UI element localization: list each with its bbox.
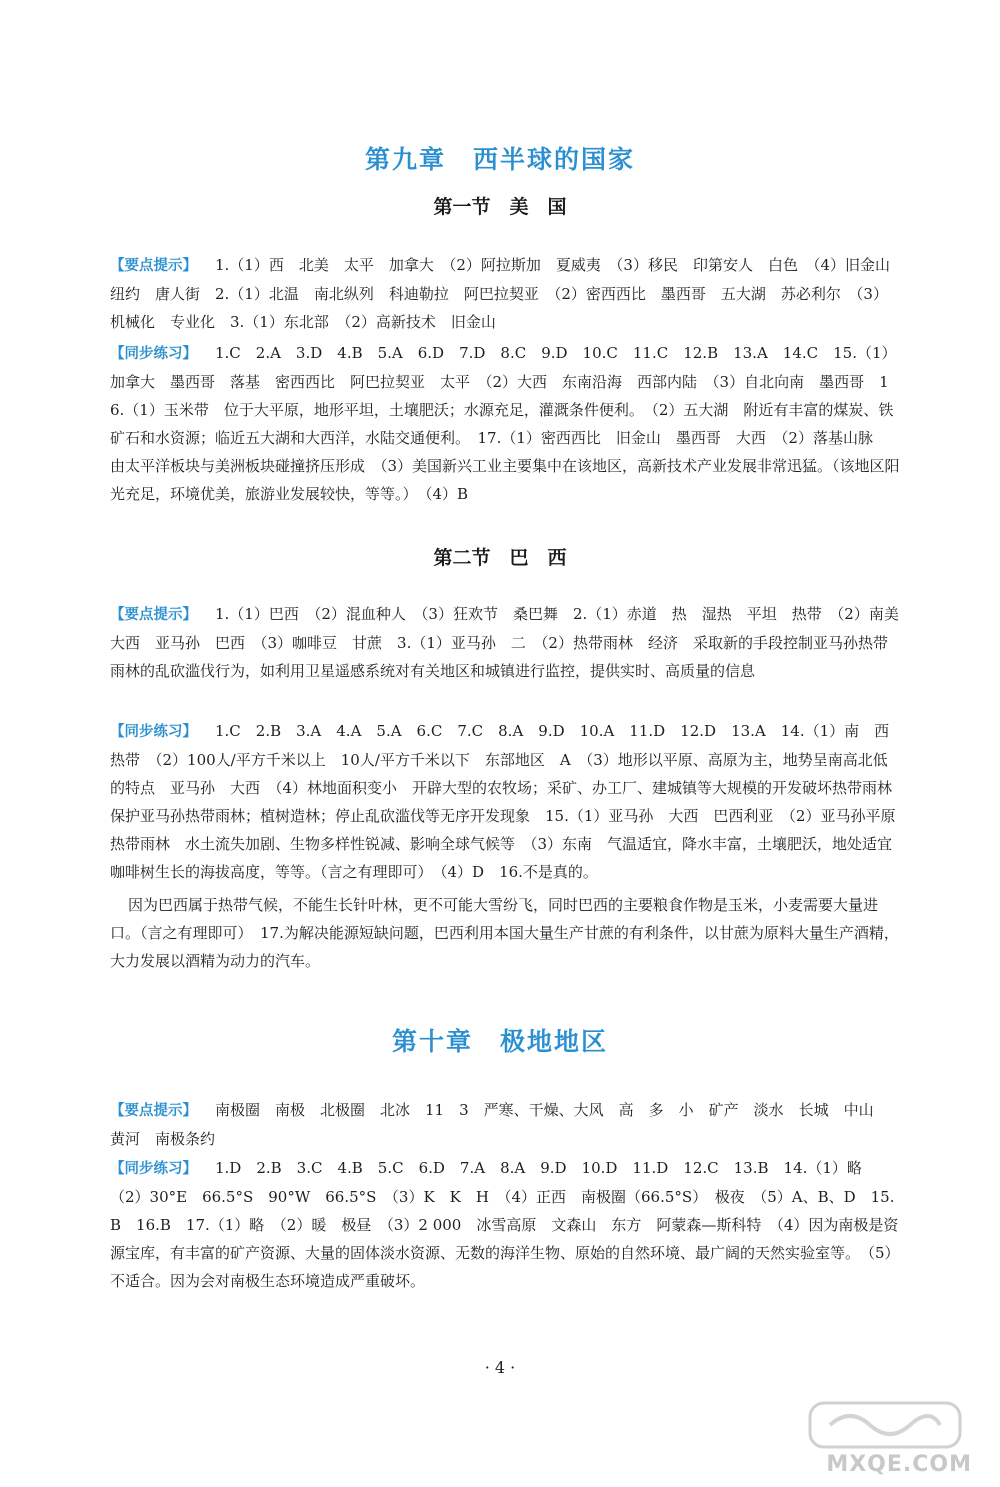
section-2-points bbox=[110, 600, 914, 685]
section-1-title: 第一节 美 国 bbox=[433, 196, 567, 218]
chapter-10-title: 第十章 极地地区 bbox=[391, 1027, 608, 1056]
page-number: · 4 · bbox=[484, 1358, 516, 1377]
watermark-logo bbox=[790, 1397, 980, 1477]
points-tag: 【要点提示】 bbox=[110, 258, 197, 274]
practice-tag: 【同步练习】 bbox=[110, 346, 197, 362]
points-text: 1.（1）西 北美 太平 加拿大 （2）阿拉斯加 夏威夷 （3）移民 印第安人 白色 （4）旧金山 纽约 唐人街 2.（1）北温 南北纵列 科迪勒拉 阿巴拉契亚 （2）密西西比 墨西哥 五大湖 苏必利尔 （3）机械化 专业化 3.（1）东北部 （2）高新技术 旧金山 bbox=[110, 256, 906, 331]
points-text: 南极圈 南极 北极圈 北冰 11 3 严寒、干燥、大风 高 多 小 矿产 淡水 长城 中山 黄河 南极条约 bbox=[110, 1101, 889, 1148]
chapter-10-practice bbox=[110, 1154, 900, 1295]
chapter-9-title: 第九章 西半球的国家 bbox=[364, 145, 635, 174]
points-text: 1.（1）巴西 （2）混血种人 （3）狂欢节 桑巴舞 2.（1）赤道 热 湿热 平坦 热带 （2）南美 大西 亚马孙 巴西 （3）咖啡豆 甘蔗 3.（1）亚马孙 二 （2）热带雨林 经济 采取新的手段控制亚马孙热带雨林的乱砍滥伐行为，如利用卫星遥感系统对有关地区和城镇进行监控，提供实时、高质量的信息 bbox=[110, 605, 914, 680]
practice-text: 1.C 2.B 3.A 4.A 5.A 6.C 7.C 8.A 9.D 10.A 11.D 12.D 13.A 14.（1）南 西 热带 （2）100人/平方千米以上 10人/平方千米以下 东部地区 A （3）地形以平原、高原为主，地势呈南高北低的特点 亚马孙 大西 （4）林地面积变小 开辟大型的农牧场；采矿、办工厂、建城镇等大规模的开发破坏热带雨林 保护亚马孙热带雨林；植树造林；停止乱砍滥伐等无序开发现象 15.（1）亚马孙 大西 巴西利亚 （2）亚马孙平原 热带雨林 水土流失加剧、生物多样性锐减、影响全球气候等 （3）东南 气温适宜，降水丰富，土壤肥沃，地处适宜咖啡树生长的海拔高度，等等。（言之有理即可） （4）D 16.不是真的。 bbox=[110, 722, 911, 881]
practice-text: 1.C 2.A 3.D 4.B 5.A 6.D 7.D 8.C 9.D 10.C 11.C 12.B 13.A 14.C 15.（1）加拿大 墨西哥 落基 密西西比 阿巴拉契亚 太平 （2）大西 东南沿海 西部内陆 （3）自北向南 墨西哥 16.（1）玉米带 位于大平原，地形平坦，土壤肥沃；水源充足，灌溉条件便利。 （2）五大湖 附近有丰富的煤炭、铁矿石和水资源；临近五大湖和大西洋，水陆交通便利。 17.（1）密西西比 旧金山 墨西哥 大西 （2）落基山脉 由太平洋板块与美洲板块碰撞挤压形成 （3）美国新兴工业主要集中在该地区，高新技术产业发展非常迅猛。（该地区阳光充足，环境优美，旅游业发展较快，等等。） （4）B bbox=[110, 344, 900, 503]
section-2-extra: 因为巴西属于热带气候，不能生长针叶林，更不可能大雪纷飞，同时巴西的主要粮食作物是玉米，小麦需要大量进口。（言之有理即可） 17.为解决能源短缺问题，巴西利用本国大量生产甘蔗的有利条件，以甘蔗为原料大量生产酒精，大力发展以酒精为动力的汽车。 bbox=[110, 896, 899, 970]
points-tag: 【要点提示】 bbox=[110, 607, 197, 623]
practice-text: 1.D 2.B 3.C 4.B 5.C 6.D 7.A 8.A 9.D 10.D 11.D 12.C 13.B 14.（1）略 （2）30°E 66.5°S 90°W 66.5°S （3）K K H （4）正西 南极圈（66.5°S） 极夜 （5）A、B、D 15.B 16.B 17.（1）略 （2）暖 极昼 （3）2 000 冰雪高原 文森山 东方 阿蒙森—斯科特 （4）因为南极是资源宝库，有丰富的矿产资源、大量的固体淡水资源、无数的海洋生物、原始的自然环境、最广阔的天然实验室等。 （5）不适合。因为会对南极生态环境造成严重破坏。 bbox=[110, 1159, 900, 1290]
section-1-points bbox=[110, 251, 906, 336]
points-tag: 【要点提示】 bbox=[110, 1103, 197, 1119]
practice-tag: 【同步练习】 bbox=[110, 724, 197, 740]
section-2-practice bbox=[110, 717, 911, 886]
section-1-practice bbox=[110, 339, 900, 508]
watermark-text: MXQE.COM bbox=[826, 1452, 972, 1477]
watermark-logo-icon bbox=[790, 1397, 980, 1457]
practice-tag: 【同步练习】 bbox=[110, 1161, 197, 1177]
section-2-title: 第二节 巴 西 bbox=[433, 547, 567, 569]
chapter-10-points bbox=[110, 1096, 900, 1153]
